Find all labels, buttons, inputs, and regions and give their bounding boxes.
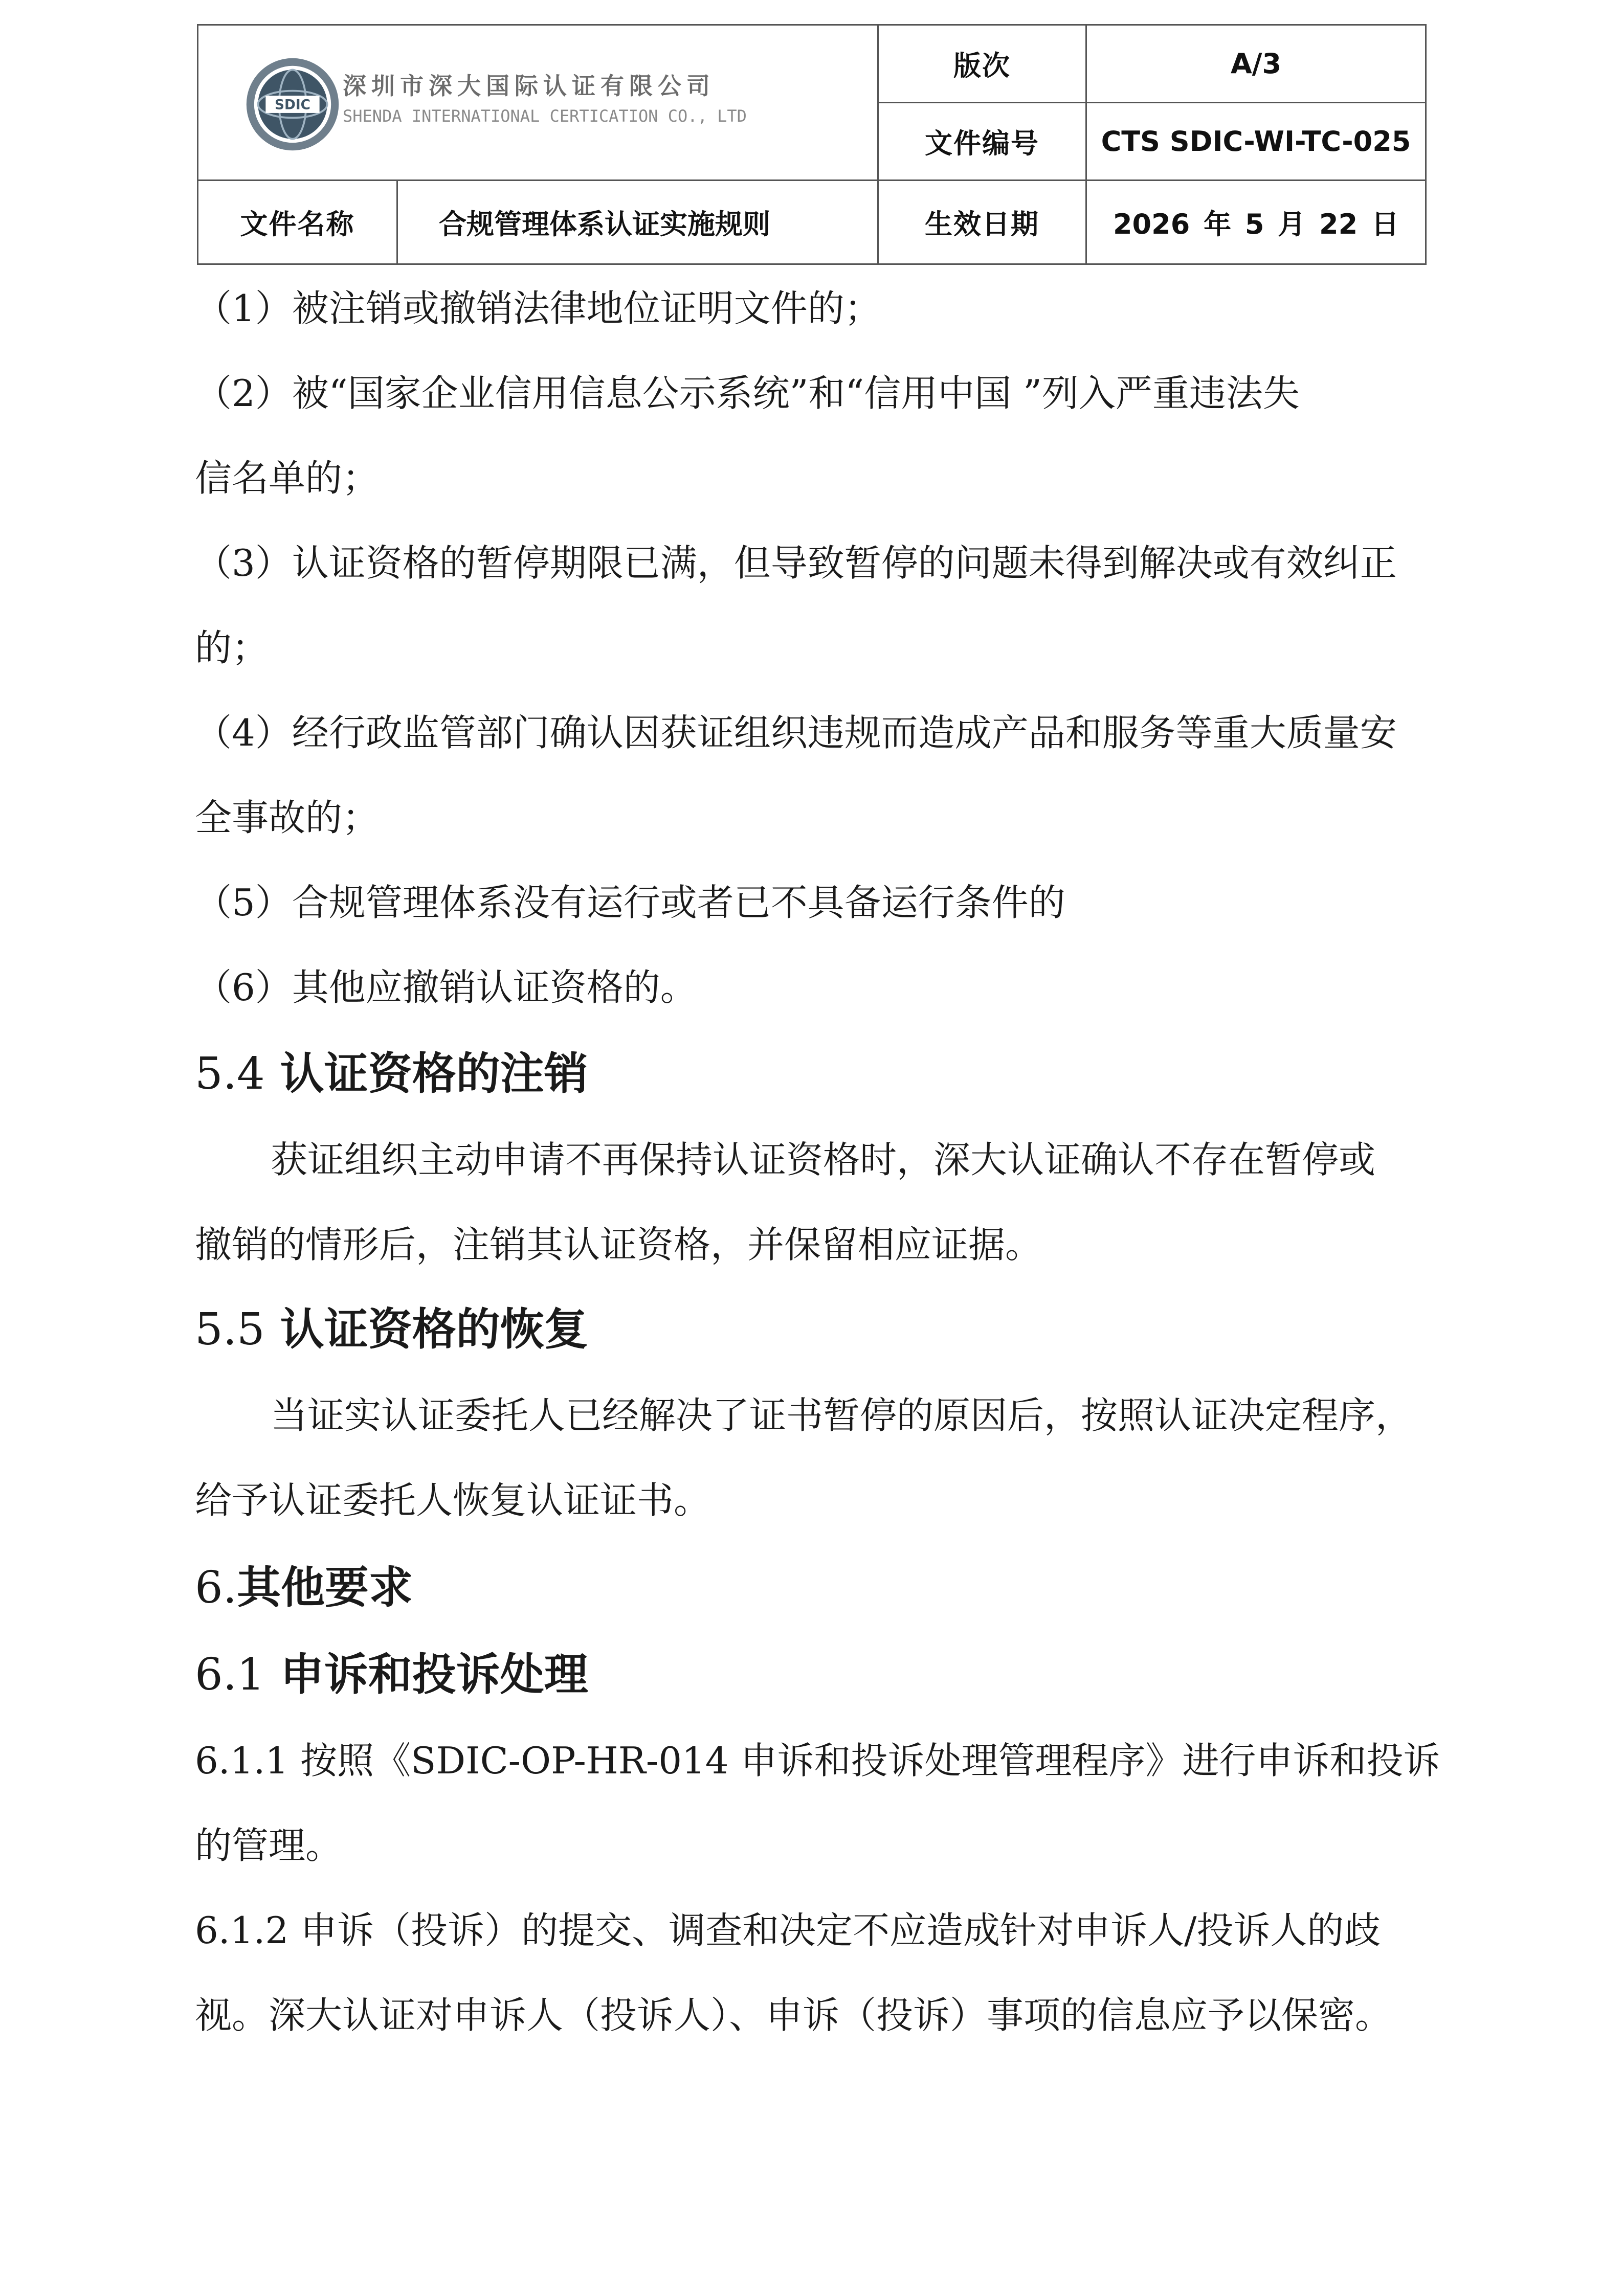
section-heading-5-5: 5.5 认证资格的恢复 — [195, 1303, 588, 1355]
company-logo-cell — [198, 25, 878, 181]
list-item-continuation: 信名单的； — [195, 457, 380, 500]
paragraph: 获证组织主动申请不再保持认证资格时，深大认证确认不存在暂停或 — [271, 1138, 1376, 1181]
effective-date-label: 生效日期 — [878, 181, 1086, 264]
list-item: （3）认证资格的暂停期限已满，但导致暂停的问题未得到解决或有效纠正 — [195, 542, 1397, 584]
list-item: （2）被“国家企业信用信息公示系统”和“信用中国 ”列入严重违法失 — [195, 372, 1300, 415]
list-item: （4）经行政监管部门确认因获证组织违规而造成产品和服务等重大质量安 — [195, 711, 1397, 754]
svg-text:SDIC: SDIC — [275, 97, 310, 113]
section-heading-6: 6.其他要求 — [195, 1562, 413, 1613]
doc-no-label: 文件编号 — [878, 103, 1086, 181]
paragraph: 6.1.1 按照《SDIC-OP-HR-014 申诉和投诉处理管理程序》进行申诉和投诉 — [195, 1739, 1440, 1782]
paragraph-continuation: 的管理。 — [195, 1824, 343, 1867]
list-item: （6）其他应撤销认证资格的。 — [195, 966, 697, 1009]
paragraph-continuation: 视。深大认证对申诉人（投诉人）、申诉（投诉）事项的信息应予以保密。 — [195, 1994, 1392, 2037]
effective-date-value: 2026 年 5 月 22 日 — [1086, 181, 1426, 264]
version-label: 版次 — [878, 25, 1086, 103]
document-header-table — [197, 24, 1427, 265]
company-name-en: SHENDA INTERNATIONAL CERTICATION CO., LTD — [343, 106, 747, 126]
paragraph-continuation: 给予认证委托人恢复认证证书。 — [195, 1479, 711, 1522]
list-item: （1）被注销或撤销法律地位证明文件的； — [195, 287, 881, 330]
paragraph: 6.1.2 申诉（投诉）的提交、调查和决定不应造成针对申诉人/投诉人的歧 — [195, 1909, 1381, 1952]
paragraph-continuation: 撤销的情形后，注销其认证资格，并保留相应证据。 — [195, 1223, 1042, 1266]
doc-name-value: 合规管理体系认证实施规则 — [397, 181, 878, 264]
list-item-continuation: 的； — [195, 626, 269, 669]
section-heading-5-4: 5.4 认证资格的注销 — [195, 1048, 588, 1099]
section-heading-6-1: 6.1 申诉和投诉处理 — [195, 1649, 588, 1700]
version-value: A/3 — [1086, 25, 1426, 103]
paragraph: 当证实认证委托人已经解决了证书暂停的原因后，按照认证决定程序， — [271, 1394, 1413, 1437]
company-name-cn: 深圳市深大国际认证有限公司 — [343, 72, 715, 100]
doc-name-label: 文件名称 — [198, 181, 397, 264]
doc-no-value: CTS SDIC-WI-TC-025 — [1086, 103, 1426, 181]
company-logo-icon — [244, 56, 341, 152]
list-item: （5）合规管理体系没有运行或者已不具备运行条件的 — [195, 881, 1065, 924]
list-item-continuation: 全事故的； — [195, 796, 380, 839]
